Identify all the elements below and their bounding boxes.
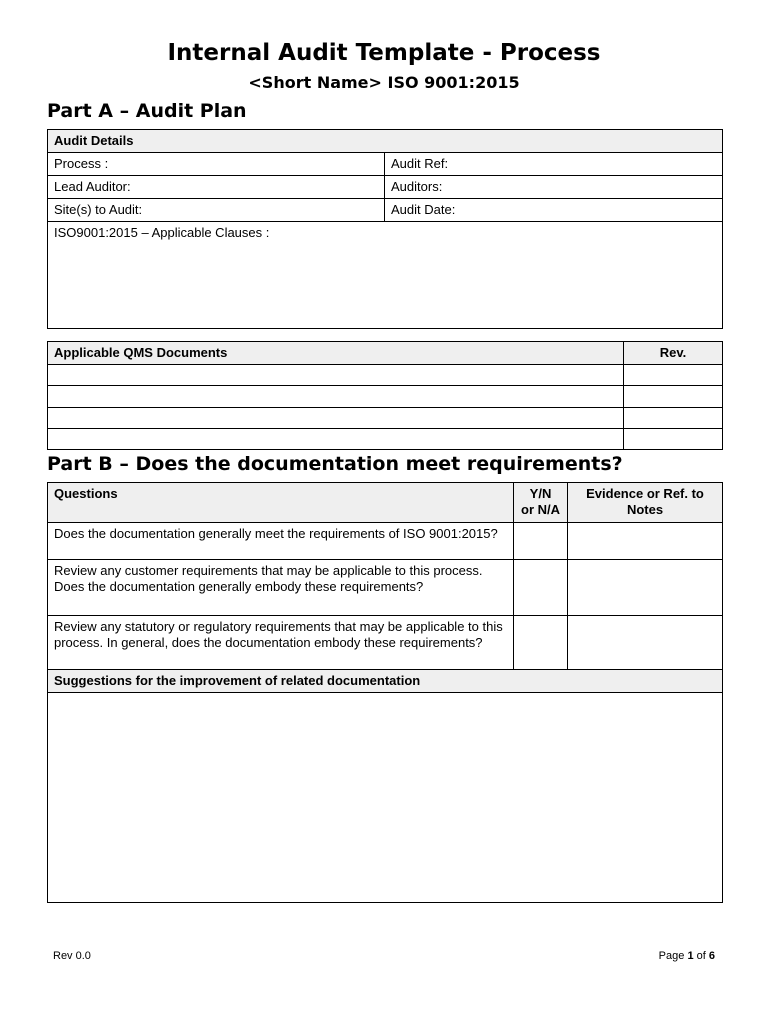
answer-yn-3[interactable] [514,616,568,670]
footer-page-number [659,950,715,962]
audit-details-header: Audit Details [48,130,723,153]
questions-table [47,482,723,903]
qms-document-cell[interactable] [48,408,624,429]
question-2-line1: Review any customer requirements that may be applicable to this process. [54,563,483,578]
evidence-2[interactable] [568,560,723,616]
answer-yn-2[interactable] [514,560,568,616]
yn-header-line1: Y/N [529,486,552,501]
footer-revision: Rev 0.0 [53,950,91,962]
evidence-header: Evidence or Ref. to Notes [568,483,723,523]
applicable-clauses-field[interactable]: ISO9001:2015 – Applicable Clauses : [48,222,723,329]
rev-header: Rev. [624,342,723,365]
question-3: Review any statutory or regulatory requirements that may be applicable to this process. In general, does the documentation embody these requirements? [48,616,514,670]
qms-document-cell[interactable] [48,429,624,450]
qms-rev-cell[interactable] [624,408,723,429]
question-2 [48,560,514,616]
auditors-field[interactable]: Auditors: [385,176,723,199]
qms-rev-cell[interactable] [624,429,723,450]
document-subtitle: <Short Name> ISO 9001:2015 [248,73,520,92]
process-field[interactable]: Process : [48,153,385,176]
questions-header: Questions [48,483,514,523]
suggestions-header: Suggestions for the improvement of related documentation [48,670,723,693]
audit-date-field[interactable]: Audit Date: [385,199,723,222]
question-1: Does the documentation generally meet the requirements of ISO 9001:2015? [48,523,514,560]
page-prefix: Page [658,950,685,962]
part-b-heading: Part B – Does the documentation meet requirements? [47,453,623,475]
audit-details-table [47,129,723,329]
page-total: 6 [708,950,715,962]
page-current: 1 [687,950,694,962]
yn-header [514,483,568,523]
part-a-heading: Part A – Audit Plan [47,100,247,122]
sites-to-audit-field[interactable]: Site(s) to Audit: [48,199,385,222]
qms-document-cell[interactable] [48,365,624,386]
yn-header-line2: or N/A [521,502,560,517]
audit-ref-field[interactable]: Audit Ref: [385,153,723,176]
evidence-3[interactable] [568,616,723,670]
question-2-line2: Does the documentation generally embody these requirements? [54,579,424,594]
qms-rev-cell[interactable] [624,365,723,386]
qms-rev-cell[interactable] [624,386,723,408]
lead-auditor-field[interactable]: Lead Auditor: [48,176,385,199]
answer-yn-1[interactable] [514,523,568,560]
suggestions-field[interactable] [48,693,723,903]
qms-document-cell[interactable] [48,386,624,408]
evidence-1[interactable] [568,523,723,560]
document-title: Internal Audit Template - Process [167,40,601,66]
page-of: of [696,950,706,962]
qms-documents-table [47,341,723,450]
qms-documents-header: Applicable QMS Documents [48,342,624,365]
